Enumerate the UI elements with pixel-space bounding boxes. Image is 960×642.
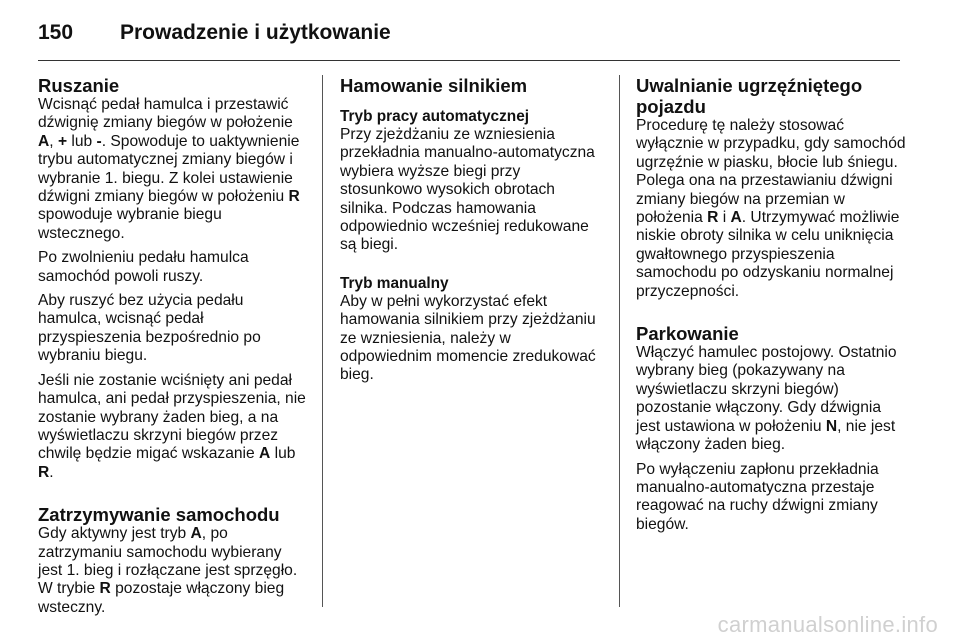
text: lub — [67, 132, 97, 150]
section-ruszanie — [38, 75, 310, 482]
text: Wcisnąć pedał hamulca i przestawić dźwignię zmiany biegów w położenie — [38, 96, 293, 132]
column-1 — [38, 75, 310, 627]
key-label: R — [288, 188, 300, 206]
key-label: A — [730, 209, 742, 227]
paragraph — [38, 525, 310, 617]
text: spowoduje wybranie biegu wstecznego. — [38, 206, 222, 242]
text: i — [718, 209, 731, 227]
section-title: Parkowanie — [636, 323, 739, 345]
text: pozostaje włączony bieg wsteczny. — [38, 580, 285, 616]
paragraph: Aby ruszyć bez użycia pedału hamulca, wcisnąć pedał przyspieszenia bezpośrednio po wybraniu biegu. — [38, 292, 261, 365]
key-label: A — [190, 525, 202, 543]
paragraph — [38, 96, 310, 243]
spacer — [340, 261, 605, 275]
text: Jeśli nie zostanie wciśnięty ani pedał hamulca, ani pedał przyspieszenia, nie zostanie wybrany żaden bieg, a na wyświetlaczu skrzyni biegów przez chwilę będzie migać wskazanie — [38, 371, 306, 463]
key-label: - — [96, 132, 102, 150]
paragraph — [636, 117, 906, 301]
spacer — [38, 492, 310, 504]
key-label: A — [38, 132, 50, 150]
paragraph: Po zwolnieniu pedału hamulca samochód powoli ruszy. — [38, 249, 249, 285]
text: , po zatrzymaniu samochodu wybierany jest 1. bieg i rozłączane jest sprzęgło. W trybie — [38, 525, 298, 598]
page-title: Prowadzenie i użytkowanie — [120, 21, 391, 44]
paragraph — [38, 372, 310, 482]
page-header — [38, 16, 391, 50]
section-title: Zatrzymywanie samochodu — [38, 504, 280, 526]
text: . — [49, 463, 54, 481]
text: Gdy aktywny jest tryb — [38, 525, 191, 543]
text: lub — [270, 445, 296, 463]
text: Włączyć hamulec postojowy. Ostatnio wybrany bieg (pokazywany na wyświetlaczu skrzyni biegów) pozostanie włączony. Gdy dźwignia jest ustawiona w położeniu — [636, 344, 897, 435]
key-label: R — [707, 209, 719, 227]
text: , — [49, 132, 58, 150]
paragraph: Po wyłączeniu zapłonu przekładnia manualno-automatyczna przestaje reagować na ruchy dźwigni zmiany biegów. — [636, 460, 879, 533]
paragraph: Aby w pełni wykorzystać efekt hamowania silnikiem przy zjeżdżaniu ze wzniesienia, należy w odpowiednim momencie zredukować bieg. — [340, 292, 596, 384]
column-divider-1 — [322, 75, 323, 607]
key-label: + — [57, 132, 68, 150]
section-parkowanie — [636, 323, 906, 534]
paragraph — [636, 344, 906, 454]
column-2 — [340, 75, 605, 391]
spacer — [340, 96, 605, 108]
text: . Utrzymywać możliwie niskie obroty silnika w celu uniknięcia gwałtownego przyspieszenia samochodu po odzyskaniu normalnej przyczepności. — [636, 209, 900, 300]
page-number: 150 — [38, 21, 74, 44]
text: Procedurę tę należy stosować wyłącznie w przypadku, gdy samochód ugrzęźnie w piasku, błocie lub śniegu. Polega ona na przestawianiu dźwigni zmiany biegów na przemian w położenia — [636, 117, 906, 227]
section-zatrzymywanie — [38, 504, 310, 617]
header-rule — [38, 60, 900, 61]
section-title: Ruszanie — [38, 75, 120, 96]
key-label: A — [259, 445, 271, 463]
column-3 — [636, 75, 906, 544]
key-label: R — [99, 580, 111, 598]
watermark: carmanualsonline.info — [717, 612, 938, 637]
key-label: R — [38, 463, 50, 481]
section-uwalnianie — [636, 75, 906, 301]
section-title: Hamowanie silnikiem — [340, 75, 528, 96]
section-title: Uwalnianie ugrzęźniętego pojazdu — [636, 75, 863, 117]
column-divider-2 — [619, 75, 620, 607]
subsection-title: Tryb manualny — [340, 274, 449, 292]
key-label: N — [825, 417, 838, 435]
paragraph: Przy zjeżdżaniu ze wzniesienia przekładnia manualno-automatyczna wybiera wyższe biegi przy stosunkowo wysokich obrotach silnika. Podczas hamowania odpowiednio wcześniej redukowane są biegi. — [340, 126, 595, 254]
subsection-title: Tryb pracy automatycznej — [340, 108, 530, 125]
spacer — [636, 311, 906, 323]
text: , nie jest włączony żaden bieg. — [636, 417, 896, 454]
text: . Spowoduje to uaktywnienie trybu automatycznej zmiany biegów i wybranie 1. biegu. Z kolei ustawienie dźwigni zmiany biegów w położeniu — [38, 132, 300, 206]
